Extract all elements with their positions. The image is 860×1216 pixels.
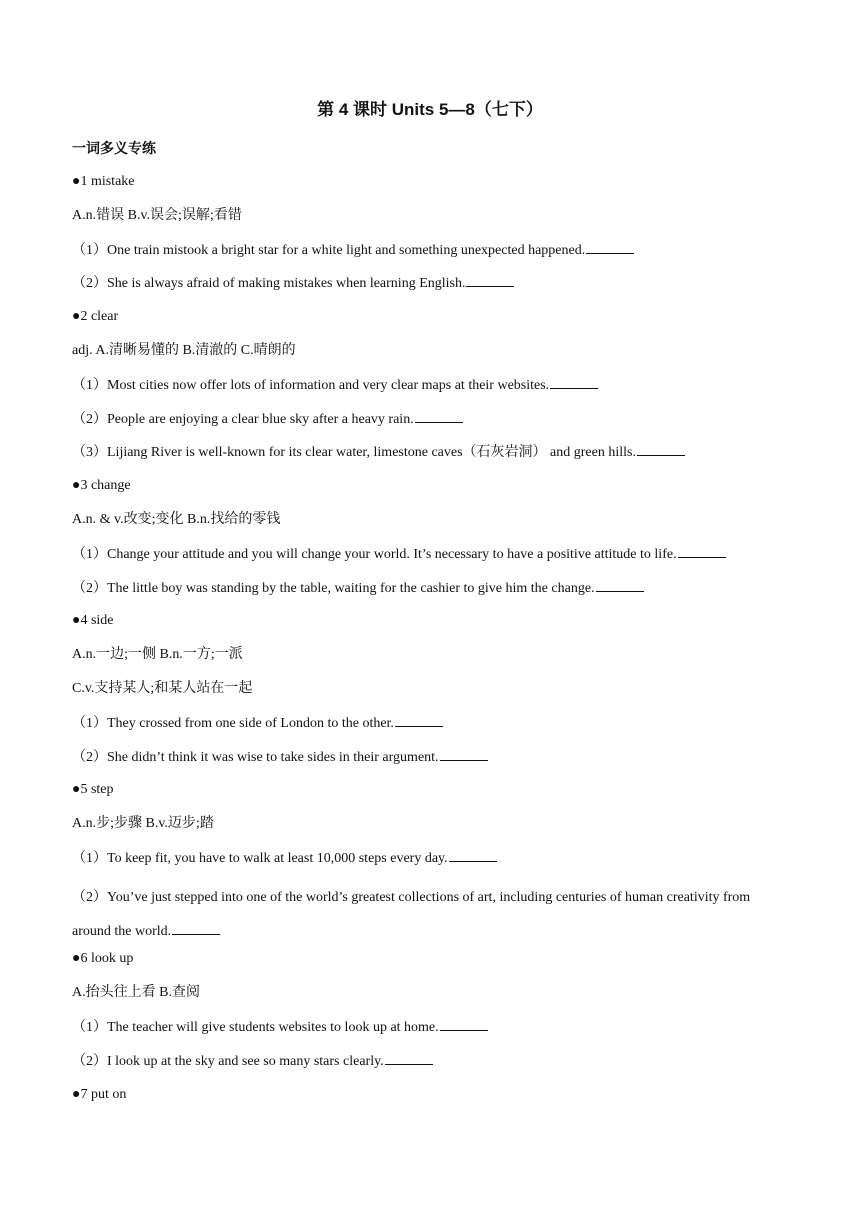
meaning-options: A.n.一边;一侧 B.n.一方;一派 xyxy=(72,647,243,663)
meaning-options: A.n.步;步骤 B.v.迈步;踏 xyxy=(72,816,214,832)
answer-blank[interactable] xyxy=(586,239,634,254)
question-item: （1）The teacher will give students websites to look up at home. xyxy=(72,1016,788,1050)
question-item: （1）Most cities now offer lots of information and very clear maps at their websites. xyxy=(72,374,788,408)
word-heading: ●6 look up xyxy=(72,951,134,967)
answer-blank[interactable] xyxy=(415,408,463,423)
word-heading: ●3 change xyxy=(72,478,131,494)
question-item: （1）Change your attitude and you will change your world. It’s necessary to have a positive attitude to life. xyxy=(72,543,788,577)
section-heading: 一词多义专练 xyxy=(72,140,156,156)
question-item: （2）You’ve just stepped into one of the world’s greatest collections of art, including centuries of human creativity from around the world. xyxy=(72,889,751,939)
answer-blank[interactable] xyxy=(395,712,443,727)
answer-blank[interactable] xyxy=(550,374,598,389)
answer-blank[interactable] xyxy=(466,272,514,287)
question-item: （2）I look up at the sky and see so many stars clearly. xyxy=(72,1050,788,1084)
question-item: （1）To keep fit, you have to walk at least 10,000 steps every day. xyxy=(72,847,788,881)
question-item: （1）They crossed from one side of London to the other. xyxy=(72,712,788,746)
page-title: 第 4 课时 Units 5—8（七下） xyxy=(317,100,543,119)
meaning-options: C.v.支持某人;和某人站在一起 xyxy=(72,680,253,696)
word-heading: ●4 side xyxy=(72,613,114,629)
word-heading: ●5 step xyxy=(72,782,114,798)
word-heading: ●2 clear xyxy=(72,309,119,325)
question-item: （2）The little boy was standing by the table, waiting for the cashier to give him the change. xyxy=(72,577,788,611)
word-heading: ●1 mistake xyxy=(72,174,135,189)
answer-blank[interactable] xyxy=(385,1050,433,1065)
answer-blank[interactable] xyxy=(637,441,685,456)
answer-blank[interactable] xyxy=(172,920,220,935)
exercise-list xyxy=(72,171,788,1117)
meaning-options: A.抬头往上看 B.查阅 xyxy=(72,985,200,1001)
answer-blank[interactable] xyxy=(440,746,488,761)
question-item: （1）One train mistook a bright star for a white light and something unexpected happened. xyxy=(72,239,788,273)
question-item: （2）People are enjoying a clear blue sky after a heavy rain. xyxy=(72,408,788,442)
answer-blank[interactable] xyxy=(678,543,726,558)
answer-blank[interactable] xyxy=(440,1016,488,1031)
question-item: （2）She didn’t think it was wise to take sides in their argument. xyxy=(72,746,788,780)
answer-blank[interactable] xyxy=(596,577,644,592)
meaning-options: A.n.错误 B.v.误会;误解;看错 xyxy=(72,207,242,223)
meaning-options: A.n. & v.改变;变化 B.n.找给的零钱 xyxy=(72,511,281,527)
question-item: （3）Lijiang River is well-known for its clear water, limestone caves（石灰岩洞） and green hills. xyxy=(72,441,788,475)
question-item: （2）She is always afraid of making mistakes when learning English. xyxy=(72,272,788,306)
answer-blank[interactable] xyxy=(449,847,497,862)
meaning-options: adj. A.清晰易懂的 B.清澈的 C.晴朗的 xyxy=(72,342,296,358)
word-heading: ●7 put on xyxy=(72,1086,127,1102)
